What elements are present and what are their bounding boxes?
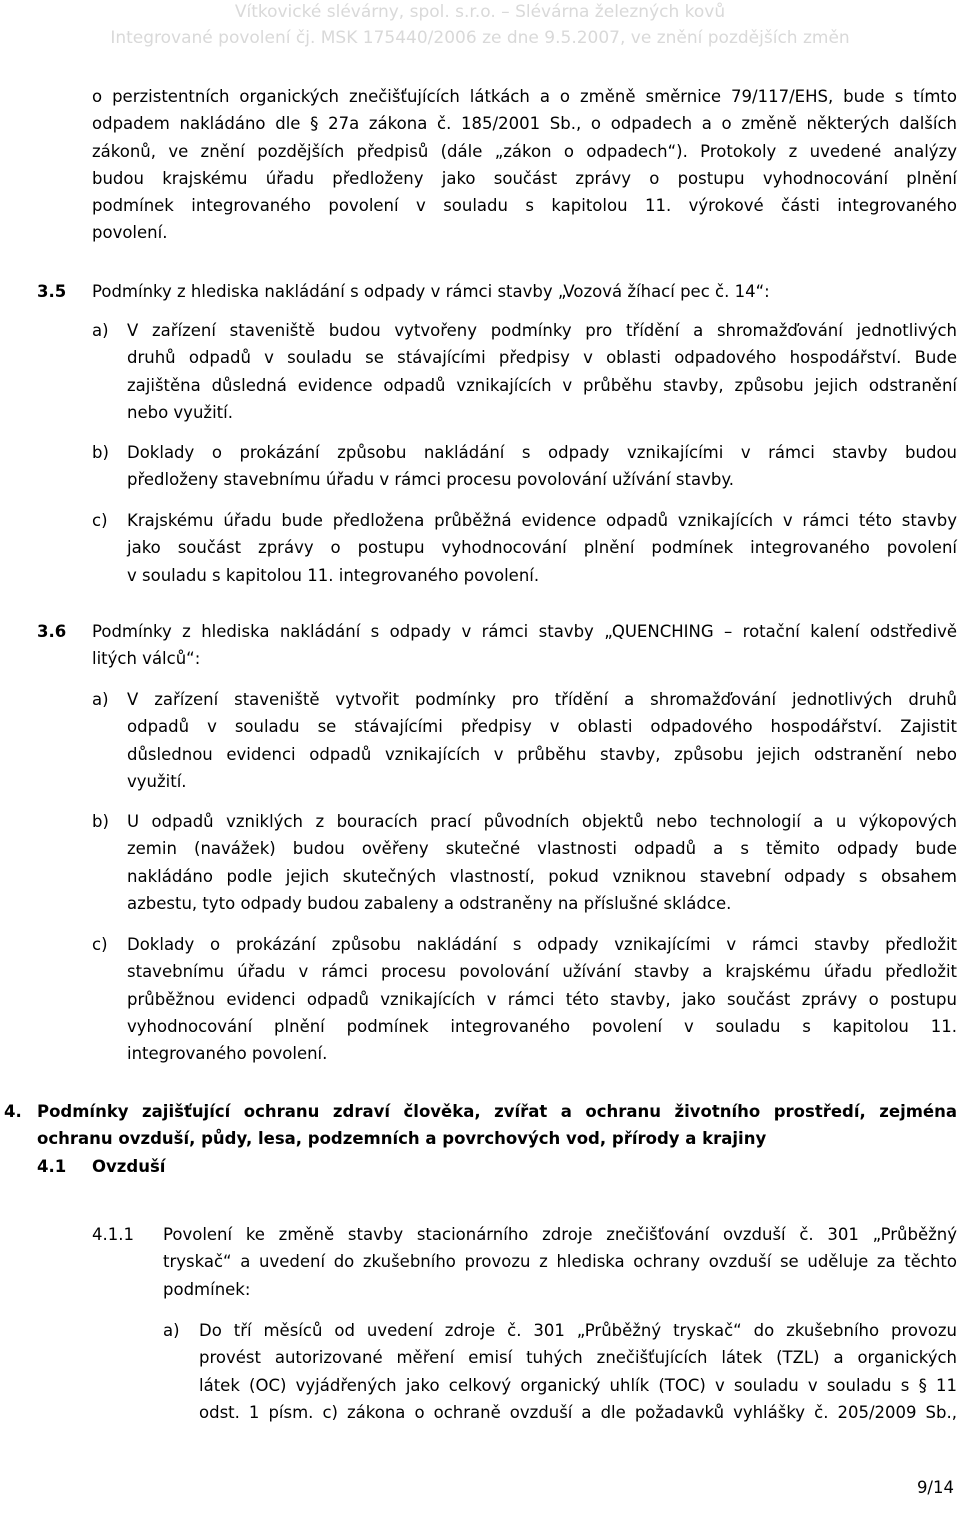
- text-line: Krajskému úřadu bude předložena průběžná evidence odpadů vznikajících v rámci této stavby: [127, 511, 957, 530]
- text-line: Doklady o prokázání způsobu nakládání s odpady vznikajícími v rámci stavby předložit: [127, 935, 957, 954]
- text-line: zajištěna důsledná evidence odpadů vznikajících v průběhu stavby, způsobu jejich odstranění: [127, 375, 957, 395]
- text-line: azbestu, tyto odpady budou zabaleny a odstraněny na příslušné skládce.: [127, 893, 732, 913]
- text-line: druhů odpadů v souladu se stávajícími předpisy v oblasti odpadového hospodářství. Bude: [127, 348, 957, 368]
- section-title-text: litých válců“:: [92, 649, 201, 669]
- text-line: nebo využití.: [127, 402, 233, 422]
- list-item: [127, 808, 957, 917]
- text-line: podmínek integrovaného povolení v souladu s kapitolou 11. výrokové části integrovaného: [92, 196, 957, 216]
- text-line: stavebnímu úřadu v rámci procesu povolování užívání stavby a krajskému úřadu předložit: [127, 962, 957, 982]
- section-title-text: ochranu ovzduší, půdy, lesa, podzemních a povrchových vod, přírody a krajiny: [37, 1129, 767, 1149]
- page-number: 9/14: [916, 1478, 954, 1497]
- text-line: využití.: [127, 771, 187, 791]
- text-line: odpadem nakládáno dle § 27a zákona č. 185/2001 Sb., o odpadech a o změně některých dalších: [92, 114, 957, 134]
- header-permit: Integrované povolení čj. MSK 175440/2006 ze dne 9.5.2007, ve znění pozdějších změn: [110, 28, 850, 48]
- text-line: provést autorizované měření emisí tuhých znečišťujících látek (TZL) a organických: [199, 1348, 957, 1368]
- text-line: Povolení ke změně stavby stacionárního zdroje znečišťování ovzduší č. 301 „Průběžný: [163, 1225, 957, 1244]
- text-line: v souladu s kapitolou 11. integrovaného povolení.: [127, 565, 540, 585]
- section-number: 4.1.1: [92, 1225, 134, 1244]
- text-line: V zařízení staveniště budou vytvořeny podmínky pro třídění a shromažďování jednotlivých: [127, 321, 957, 340]
- text-line: budou krajskému úřadu předloženy jako součást zprávy o postupu vyhodnocování plnění: [92, 168, 957, 188]
- section-title: Ovzduší: [92, 1157, 166, 1176]
- text-line: vyhodnocování plnění podmínek integrovaného povolení v souladu s kapitolou 11.: [127, 1016, 957, 1036]
- section-number: 4.1: [37, 1157, 67, 1176]
- text-line: zákonů, ve znění pozdějších předpisů (dále „zákon o odpadech“). Protokoly z uvedené analýzy: [92, 141, 957, 161]
- list-item: [127, 439, 957, 494]
- text-line: U odpadů vzniklých z bouracích prací původních objektů nebo technologií a u výkopových: [127, 812, 957, 831]
- intro-paragraph: [92, 83, 957, 247]
- item-label: c): [92, 511, 108, 530]
- text-line: průběžnou evidenci odpadů vznikajících v rámci této stavby, jako součást zprávy o postupu: [127, 989, 957, 1009]
- text-line: látek (OC) vyjádřených jako celkový organický uhlík (TOC) v souladu v souladu s § 11: [199, 1375, 957, 1395]
- item-label: a): [92, 321, 109, 340]
- item-label: a): [163, 1321, 180, 1340]
- text-line: Doklady o prokázání způsobu nakládání s odpady vznikajícími v rámci stavby budou: [127, 443, 957, 462]
- section-title: [92, 618, 957, 673]
- text-line: integrovaného povolení.: [127, 1044, 328, 1064]
- list-item: [127, 507, 957, 589]
- text-line: odpadů v souladu se stávajícími předpisy v oblasti odpadového hospodářství. Zajistit: [127, 717, 957, 737]
- text-line: zemin (navážek) budou ověřeny skutečné vlastnosti odpadů a s těmito odpady bude: [127, 839, 957, 859]
- text-line: předloženy stavebnímu úřadu v rámci procesu povolování užívání stavby.: [127, 470, 734, 490]
- text-line: Do tří měsíců od uvedení zdroje č. 301 „Průběžný tryskač“ do zkušebního provozu: [199, 1321, 957, 1340]
- item-label: b): [92, 812, 109, 831]
- list-item: [127, 931, 957, 1067]
- section-number: 3.6: [37, 622, 67, 641]
- section-number: 3.5: [37, 282, 67, 301]
- subsection-text: [163, 1221, 957, 1303]
- item-label: a): [92, 690, 109, 709]
- list-item: [127, 686, 957, 795]
- section-title-text: Podmínky z hlediska nakládání s odpady v rámci stavby „QUENCHING – rotační kalení odstředivě: [92, 622, 957, 641]
- section-title-text: Podmínky z hlediska nakládání s odpady v rámci stavby „Vozová žíhací pec č. 14“:: [92, 282, 770, 301]
- text-line: podmínek:: [163, 1279, 251, 1299]
- text-line: povolení.: [92, 223, 168, 243]
- header-company: Vítkovické slévárny, spol. s.r.o. – Slévárna železných kovů: [234, 2, 726, 22]
- text-line: nakládáno podle jejich skutečných vlastností, pokud vzniknou stavební odpady s obsahem: [127, 866, 957, 886]
- section-title: [92, 278, 957, 305]
- section-title-text: Podmínky zajišťující ochranu zdraví člověka, zvířat a ochranu životního prostředí, zejména: [37, 1102, 957, 1121]
- text-line: důslednou evidenci odpadů vznikajících v průběhu stavby, způsobu jejich odstranění nebo: [127, 744, 957, 764]
- text-line: tryskač“ a uvedení do zkušebního provozu z hlediska ochrany ovzduší se uděluje za těchto: [163, 1252, 957, 1272]
- section-number: 4.: [4, 1102, 22, 1121]
- list-item: [199, 1317, 957, 1426]
- text-line: jako součást zprávy o postupu vyhodnocování plnění podmínek integrovaného povolení: [127, 538, 957, 558]
- list-item: [127, 317, 957, 426]
- text-line: o perzistentních organických znečišťujících látkách a o změně směrnice 79/117/EHS, bude s tímto: [92, 87, 957, 106]
- item-label: c): [92, 935, 108, 954]
- text-line: odst. 1 písm. c) zákona o ochraně ovzduší a dle požadavků vyhlášky č. 205/2009 Sb.,: [199, 1402, 957, 1422]
- section-title: [37, 1098, 957, 1153]
- text-line: V zařízení staveniště vytvořit podmínky pro třídění a shromažďování jednotlivých druhů: [127, 690, 957, 709]
- item-label: b): [92, 443, 109, 462]
